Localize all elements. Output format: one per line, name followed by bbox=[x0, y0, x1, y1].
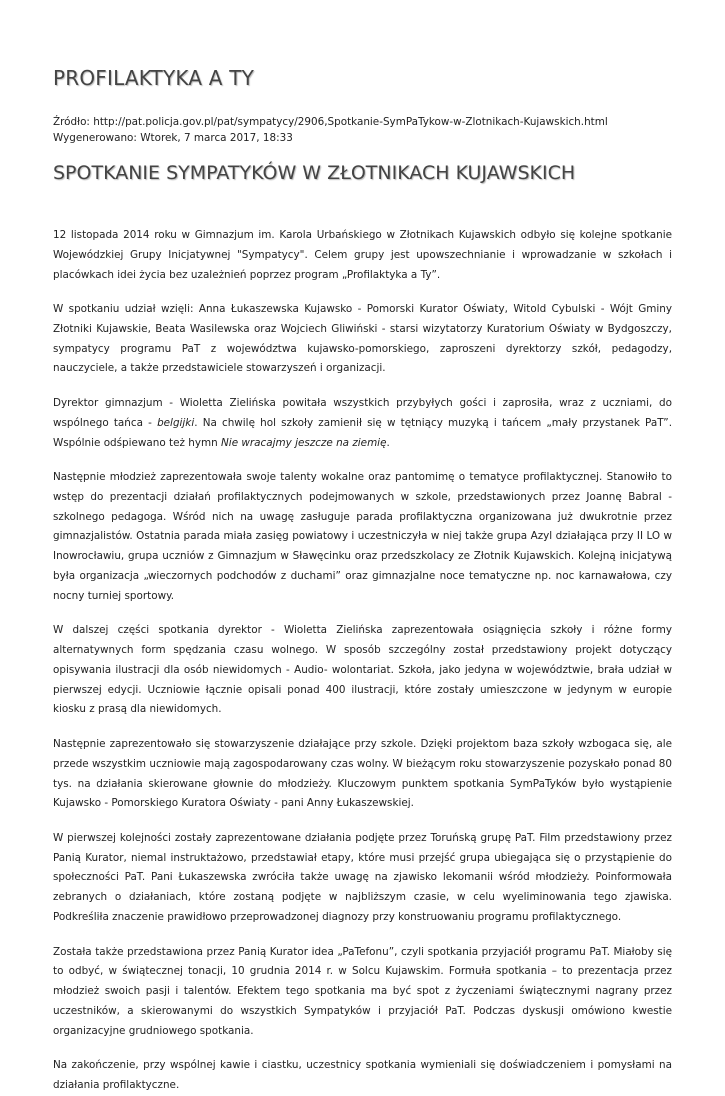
site-title: PROFILAKTYKA A TY bbox=[53, 66, 255, 90]
paragraph-3-emphasis-belgijki: belgijki bbox=[157, 416, 195, 429]
paragraph-4: Następnie młodzież zaprezentowała swoje talenty wokalne oraz pantomimę o tematyce profilaktycznej. Stanowiło to wstęp do prezentacji działań profilaktycznych podejmowanych w szkole, przedstawionych przez Joannę Babral - szkolnego pedagoga. Wśród nich na uwagę zasługuje parada profilaktyczna organizowana już dwukrotnie przez gimnazjalistów. Ostatnia parada miała zasięg powiatowy i uczestniczyła w niej także grupa Azyl działająca przy II LO w Inowrocławiu, grupa uczniów z Gimnazjum w Sławęcinku oraz przedszkolacy ze Złotnik Kujawskich. Kolejną inicjatywą była organizacja „wieczornych podchodów z duchami” oraz gimnazjalne noce tematyczne np. noc karnawałowa, czy nocny turniej sportowy. bbox=[53, 471, 672, 602]
paragraph-1: 12 listopada 2014 roku w Gimnazjum im. Karola Urbańskiego w Złotnikach Kujawskich odbyło się kolejne spotkanie Wojewódzkiej Grupy Inicjatywnej "Sympatycy". Celem grupy jest upowszechnianie i wprowadzanie w szkołach i placówkach idei życia bez uzależnień poprzez program „Profilaktyka a Ty”. bbox=[53, 229, 672, 281]
generated-value: Wtorek, 7 marca 2017, 18:33 bbox=[140, 132, 293, 144]
source-label: Źródło: bbox=[53, 116, 90, 128]
paragraph-8: Została także przedstawiona przez Panią Kurator idea „PaTefonu”, czyli spotkania przyjaciół programu PaT. Miałoby się to odbyć, w świątecznej tonacji, 10 grudnia 2014 r. w Solcu Kujawskim. Formuła spotkania – to prezentacja przez młodzież swoich pasji i talentów. Efektem tego spotkania ma być spot z życzeniami świątecznymi nagrany przez uczestników, a skierowanymi do wszystkich Sympatyków i przyjaciół PaT. Podczas dyskusji omówiono kwestie organizacyjne grudniowego spotkania. bbox=[53, 945, 672, 1037]
paragraph-3-part-a: Dyrektor gimnazjum - Wioletta Zielińska powitała wszystkich przybyłych gości i zaprosiła, wraz z uczniami, do wspólnego tańca - bbox=[53, 396, 672, 429]
paragraph-3-part-c: . bbox=[386, 436, 390, 449]
paragraph-3 bbox=[53, 394, 672, 453]
source-url: http://pat.policja.gov.pl/pat/sympatycy/2906,Spotkanie-SymPaTykow-w-Zlotnikach-Kujawskich.html bbox=[93, 116, 608, 128]
generated-line bbox=[53, 130, 672, 146]
paragraph-3-emphasis-hymn: Nie wracajmy jeszcze na ziemię bbox=[221, 436, 387, 449]
source-line bbox=[53, 114, 672, 130]
document-meta bbox=[53, 114, 672, 146]
generated-label: Wygenerowano: bbox=[53, 132, 137, 144]
paragraph-6: Następnie zaprezentowało się stowarzyszenie działające przy szkole. Dzięki projektom baza szkoły wzbogaca się, ale przede wszystkim uczniowie mają zagospodarowany czas wolny. W bieżącym roku stowarzyszenie pozyskało ponad 80 tys. na działania skierowane głownie do młodzieży. Kluczowym punktem spotkania SymPaTyków było wystąpienie Kujawsko - Pomorskiego Kuratora Oświaty - pani Anny Łukaszewskiej. bbox=[53, 737, 672, 810]
paragraph-7: W pierwszej kolejności zostały zaprezentowane działania podjęte przez Toruńską grupę PaT. Film przedstawiony przez Panią Kurator, niemal instruktażowo, przedstawiał etapy, które musi przejść grupa ubiegająca się o przystąpienie do społeczności PaT. Pani Łukaszewska zwróciła także uwagę na zjawisko lekomanii wśród młodzieży. Poinformowała zebranych o działaniach, które zostaną podjęte w najbliższym czasie, w celu wyeliminowania tego zjawiska. Podkreśliła znaczenie prawidłowo przeprowadzonej diagnozy przy konstruowaniu programu profilaktycznego. bbox=[53, 831, 672, 924]
paragraph-3-part-b: . Na chwilę hol szkoły zamienił się w tętniący muzyką i tańcem „mały przystanek PaT”. Wspólnie odśpiewano też hymn bbox=[53, 416, 672, 449]
article-body bbox=[53, 226, 672, 1096]
paragraph-5: W dalszej części spotkania dyrektor - Wioletta Zielińska zaprezentowała osiągnięcia szkoły i różne formy alternatywnych form spędzania czasu wolnego. W sposób szczególny został przedstawiony projekt dotyczący opisywania ilustracji dla osób niewidomych - Audio- wolontariat. Szkoła, jako jedyna w województwie, brała udział w pierwszej edycji. Uczniowie łącznie opisali ponad 400 ilustracji, które zostały umieszczone w jedynym w europie kiosku z prasą dla niewidomych. bbox=[53, 624, 672, 716]
paragraph-9: Na zakończenie, przy wspólnej kawie i ciastku, uczestnicy spotkania wymieniali się doświadczeniem i pomysłami na działania profilaktyczne. bbox=[53, 1059, 672, 1091]
article-title: SPOTKANIE SYMPATYKÓW W ZŁOTNIKACH KUJAWSKICH bbox=[53, 162, 576, 184]
paragraph-2: W spotkaniu udział wzięli: Anna Łukaszewska Kujawsko - Pomorski Kurator Oświaty, Witold Cybulski - Wójt Gminy Złotniki Kujawskie, Beata Wasilewska oraz Wojciech Gliwiński - starsi wizytatorzy Kuratorium Oświaty w Bydgoszczy, sympatycy programu PaT z województwa kujawsko-pomorskiego, zaproszeni dyrektorzy szkół, pedagodzy, nauczyciele, a także przedstawiciele stowarzyszeń i organizacji. bbox=[53, 303, 672, 375]
